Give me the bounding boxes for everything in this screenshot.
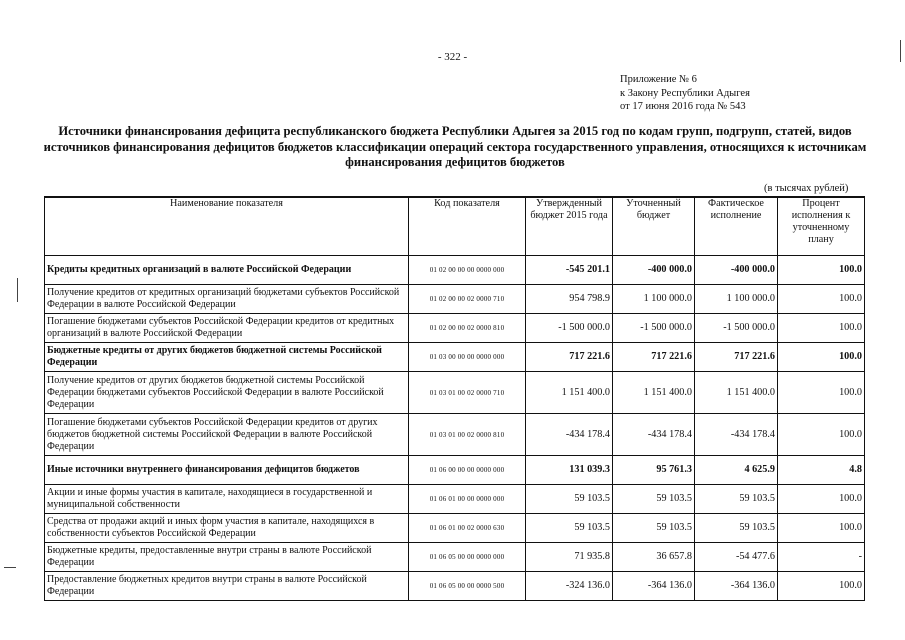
table-body: [45, 256, 865, 601]
table-header-row: [45, 197, 865, 256]
header-percent: Процент исполнения к уточненному плану: [778, 197, 865, 256]
row-approved: 59 103.5: [526, 485, 613, 514]
row-name: Получение кредитов от других бюджетов бюджетной системы Российской Федерации бюджетами субъектов Российской Федерации в валюте Российской Федерации: [45, 372, 409, 414]
header-code: Код показателя: [409, 197, 526, 256]
row-revised: 59 103.5: [613, 514, 695, 543]
row-percent: 100.0: [778, 514, 865, 543]
row-code: 01 03 01 00 02 0000 810: [409, 414, 526, 456]
row-approved: -324 136.0: [526, 572, 613, 601]
units-note: (в тысячах рублей): [764, 183, 849, 194]
row-name: Акции и иные формы участия в капитале, находящиеся в государственной и муниципальной собственности: [45, 485, 409, 514]
appendix-line-2: к Закону Республики Адыгея: [620, 87, 750, 99]
row-percent: 100.0: [778, 414, 865, 456]
row-name: Средства от продажи акций и иных форм участия в капитале, находящихся в собственности субъектов Российской Федерации: [45, 514, 409, 543]
row-code: 01 02 00 00 00 0000 000: [409, 256, 526, 285]
row-percent: 4.8: [778, 456, 865, 485]
row-actual: -364 136.0: [695, 572, 778, 601]
header-name: Наименование показателя: [45, 197, 409, 256]
row-code: 01 03 00 00 00 0000 000: [409, 343, 526, 372]
appendix-line-1: Приложение № 6: [620, 74, 697, 85]
row-revised: -434 178.4: [613, 414, 695, 456]
table-row: [45, 514, 865, 543]
row-actual: 1 151 400.0: [695, 372, 778, 414]
row-actual: 717 221.6: [695, 343, 778, 372]
row-percent: 100.0: [778, 285, 865, 314]
row-name: Бюджетные кредиты от других бюджетов бюджетной системы Российской Федерации: [45, 343, 409, 372]
row-revised: -1 500 000.0: [613, 314, 695, 343]
scan-edge-mark: [17, 278, 18, 302]
header-approved: Утвержденный бюджет 2015 года: [526, 197, 613, 256]
row-revised: 95 761.3: [613, 456, 695, 485]
row-approved: 717 221.6: [526, 343, 613, 372]
row-actual: -434 178.4: [695, 414, 778, 456]
row-percent: 100.0: [778, 314, 865, 343]
row-actual: 1 100 000.0: [695, 285, 778, 314]
row-name: Погашение бюджетами субъектов Российской Федерации кредитов от других бюджетов бюджетной системы Российской Федерации в валюте Российской Федерации: [45, 414, 409, 456]
row-code: 01 02 00 00 02 0000 710: [409, 285, 526, 314]
row-name: Предоставление бюджетных кредитов внутри страны в валюте Российской Федерации: [45, 572, 409, 601]
page-number: - 322 -: [437, 51, 468, 63]
row-actual: 59 103.5: [695, 514, 778, 543]
row-percent: -: [778, 543, 865, 572]
row-approved: 1 151 400.0: [526, 372, 613, 414]
header-revised: Уточненный бюджет: [613, 197, 695, 256]
row-code: 01 06 00 00 00 0000 000: [409, 456, 526, 485]
table-row: [45, 285, 865, 314]
table-row: [45, 572, 865, 601]
row-revised: 36 657.8: [613, 543, 695, 572]
row-name: Бюджетные кредиты, предоставленные внутри страны в валюте Российской Федерации: [45, 543, 409, 572]
row-actual: -400 000.0: [695, 256, 778, 285]
row-percent: 100.0: [778, 372, 865, 414]
row-actual: 4 625.9: [695, 456, 778, 485]
table-row: [45, 372, 865, 414]
row-percent: 100.0: [778, 256, 865, 285]
row-approved: 131 039.3: [526, 456, 613, 485]
row-revised: -364 136.0: [613, 572, 695, 601]
financing-sources-table: [44, 196, 865, 601]
table-row: [45, 256, 865, 285]
row-revised: 717 221.6: [613, 343, 695, 372]
row-actual: -1 500 000.0: [695, 314, 778, 343]
row-code: 01 02 00 00 02 0000 810: [409, 314, 526, 343]
table-row: [45, 343, 865, 372]
row-approved: -434 178.4: [526, 414, 613, 456]
row-code: 01 06 01 00 00 0000 000: [409, 485, 526, 514]
table-row: [45, 414, 865, 456]
row-revised: -400 000.0: [613, 256, 695, 285]
row-revised: 1 100 000.0: [613, 285, 695, 314]
row-revised: 1 151 400.0: [613, 372, 695, 414]
row-approved: 954 798.9: [526, 285, 613, 314]
row-percent: 100.0: [778, 485, 865, 514]
row-name: Погашение бюджетами субъектов Российской Федерации кредитов от кредитных организаций в валюте Российской Федерации: [45, 314, 409, 343]
table-row: [45, 314, 865, 343]
table-row: [45, 485, 865, 514]
row-code: 01 03 01 00 02 0000 710: [409, 372, 526, 414]
row-name: Кредиты кредитных организаций в валюте Российской Федерации: [45, 256, 409, 285]
row-percent: 100.0: [778, 572, 865, 601]
row-code: 01 06 05 00 00 0000 000: [409, 543, 526, 572]
document-title: Источники финансирования дефицита республиканского бюджета Республики Адыгея за 2015 год по кодам групп, подгрупп, статей, видов источников финансирования дефицитов бюджетов классификации операций сектора государственного управления, относящихся к источникам финансирования дефицитов бюджетов: [43, 124, 867, 169]
row-percent: 100.0: [778, 343, 865, 372]
row-actual: 59 103.5: [695, 485, 778, 514]
row-revised: 59 103.5: [613, 485, 695, 514]
row-code: 01 06 01 00 02 0000 630: [409, 514, 526, 543]
row-approved: -1 500 000.0: [526, 314, 613, 343]
row-approved: -545 201.1: [526, 256, 613, 285]
header-actual: Фактическое исполнение: [695, 197, 778, 256]
row-name: Получение кредитов от кредитных организаций бюджетами субъектов Российской Федерации в валюте Российской Федерации: [45, 285, 409, 314]
scan-edge-mark: [4, 567, 16, 568]
table-row: [45, 456, 865, 485]
row-approved: 59 103.5: [526, 514, 613, 543]
row-name: Иные источники внутреннего финансирования дефицитов бюджетов: [45, 456, 409, 485]
appendix-reference: [620, 73, 750, 114]
appendix-line-3: от 17 июня 2016 года № 543: [620, 101, 746, 112]
scan-edge-mark: [900, 40, 901, 62]
table-row: [45, 543, 865, 572]
row-actual: -54 477.6: [695, 543, 778, 572]
row-approved: 71 935.8: [526, 543, 613, 572]
row-code: 01 06 05 00 00 0000 500: [409, 572, 526, 601]
